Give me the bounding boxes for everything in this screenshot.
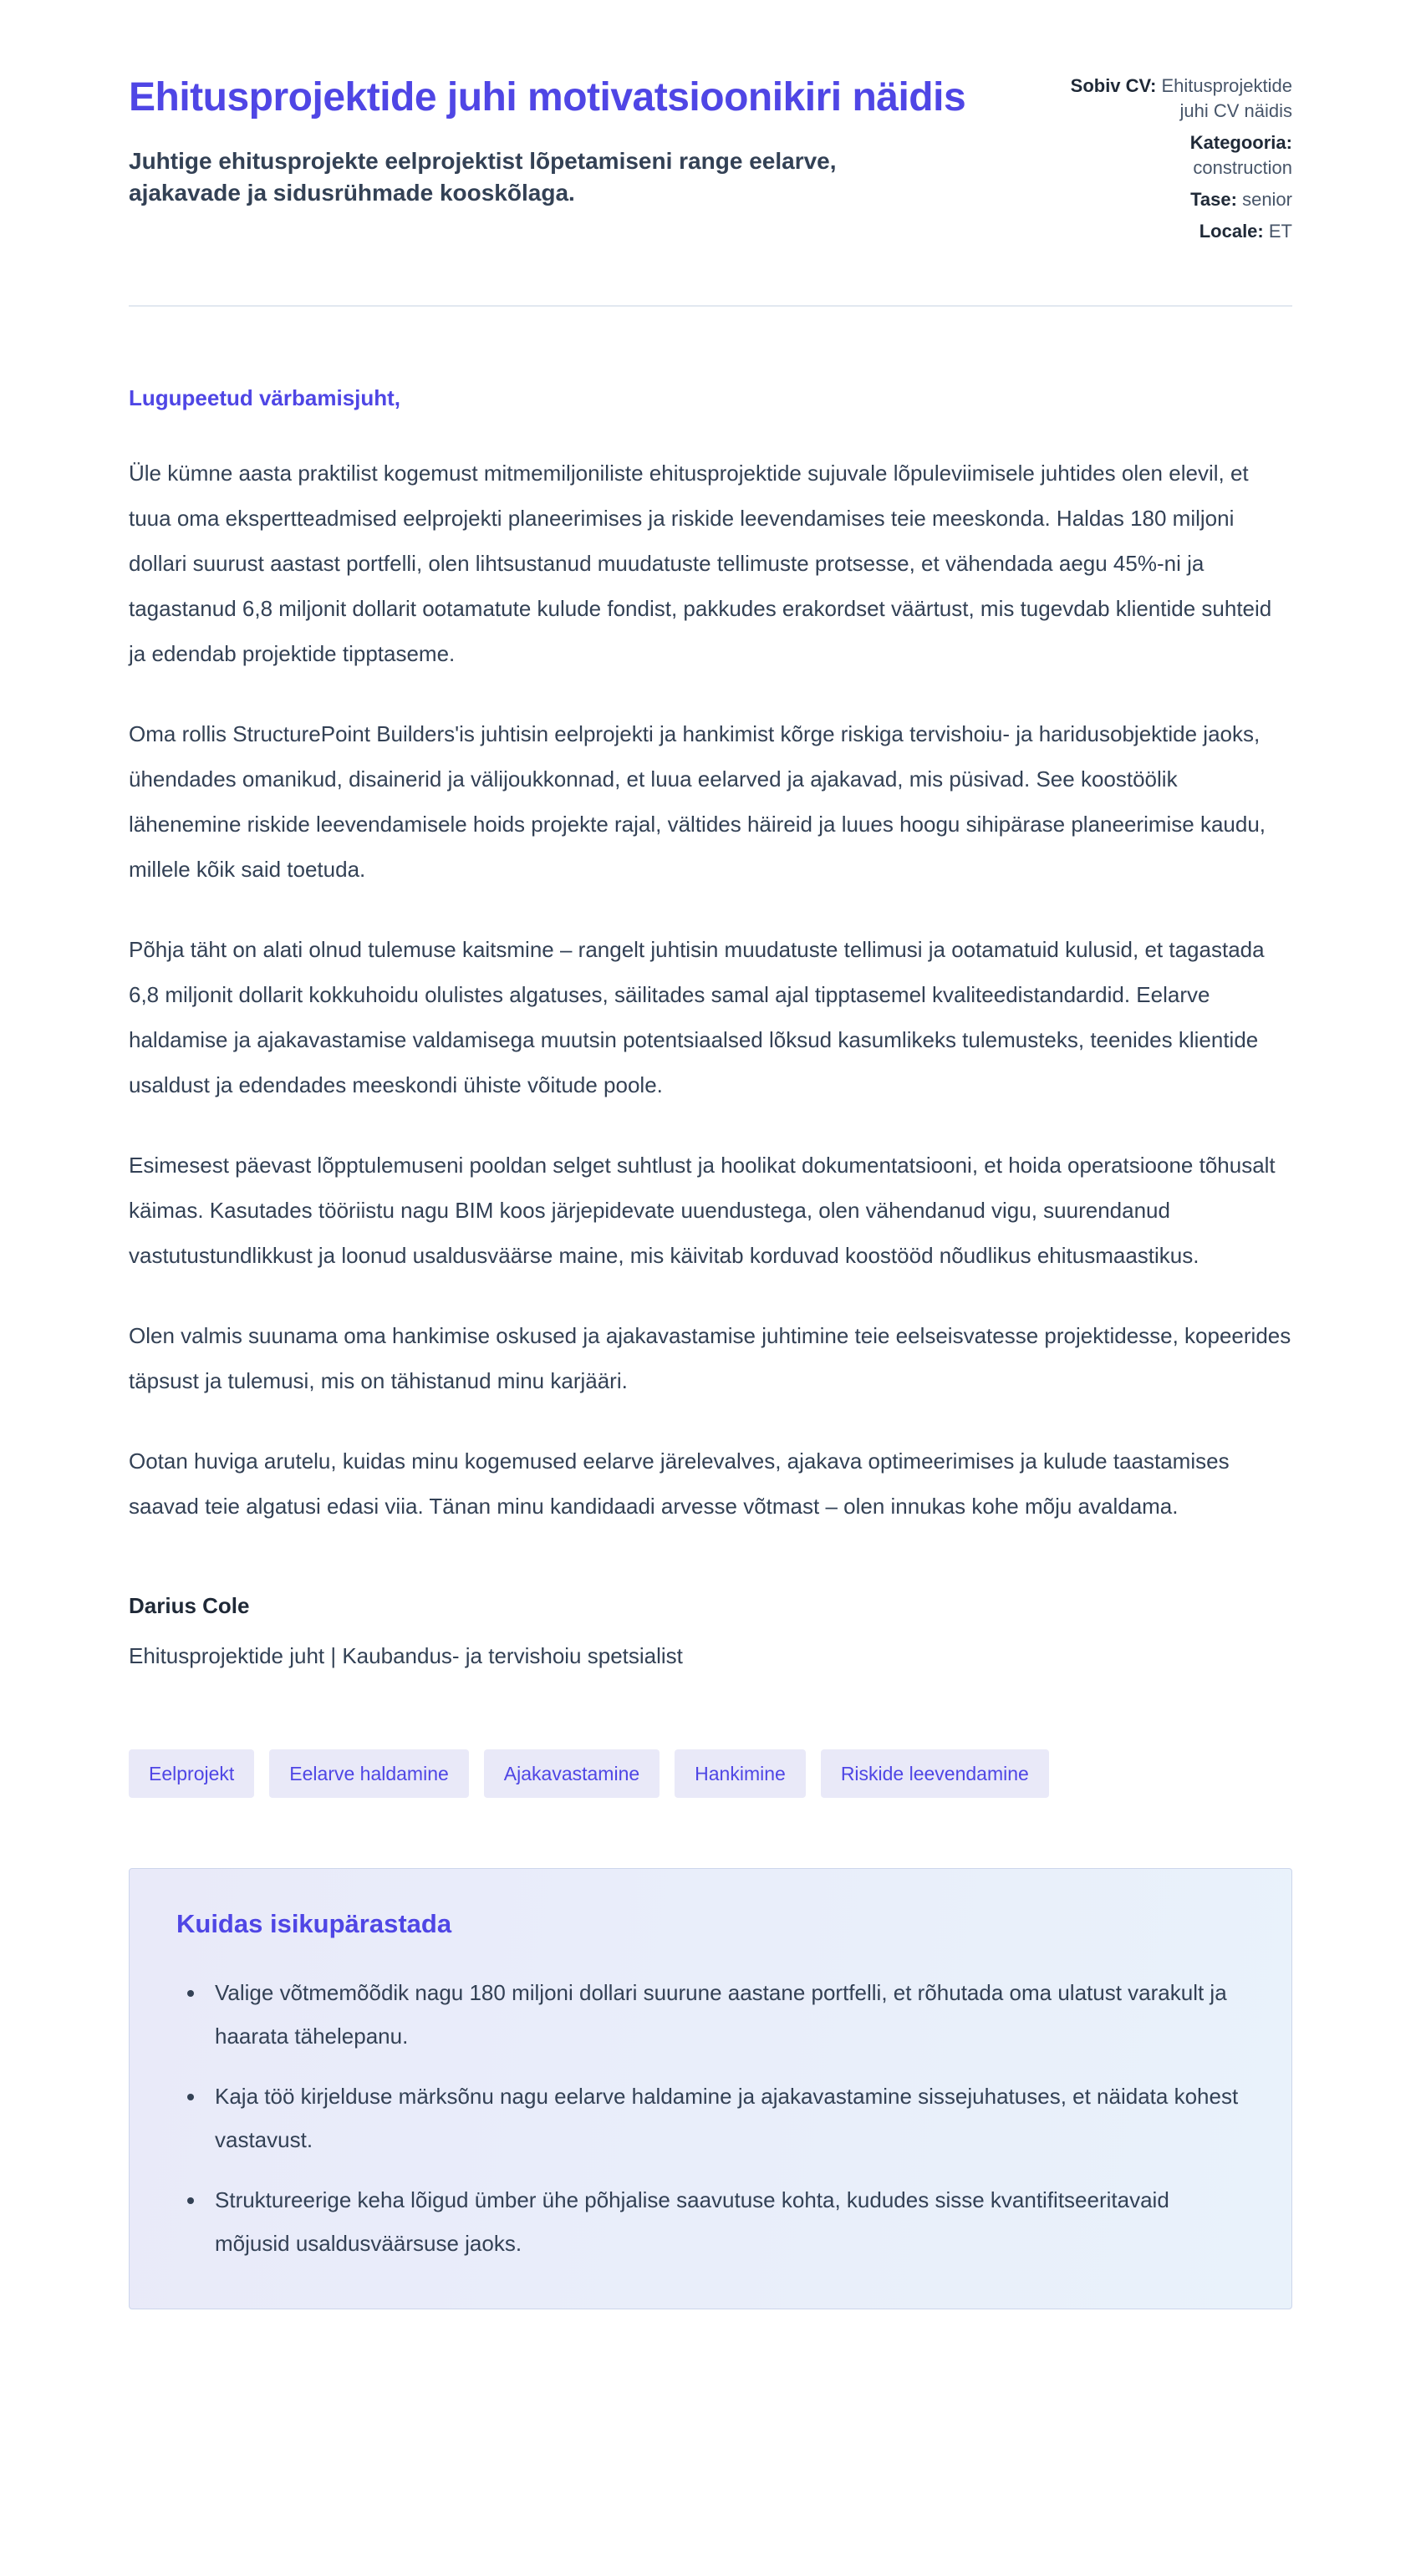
meta-locale-label: Locale: xyxy=(1199,220,1264,242)
tips-list xyxy=(176,1971,1245,2265)
meta-panel xyxy=(1067,72,1292,250)
letter-paragraph-1: Üle kümne aasta praktilist kogemust mitmemiljoniliste ehitusprojektide sujuvale lõpuleviimisele juhtides olen elevil, et tuua oma ekspertteadmised eelprojekti planeerimises ja riskide leevendamises teie meeskonda. Haldas 180 miljoni dollari suurust aastast portfelli, olen lihtsustanud muudatuste tellimuste protsesse, et vähendada aegu 45%-ni ja tagastanud 6,8 miljonit dollarit ootamatute kulude fondist, pakkudes erakordset väärtust, mis tugevdab klientide suhteid ja edendab projektide tipptaseme. xyxy=(129,461,1272,667)
meta-cv-value: Ehitusprojektide juhi CV näidis xyxy=(1161,75,1292,121)
meta-locale xyxy=(1067,219,1292,244)
personalization-tips-box xyxy=(129,1868,1292,2309)
header xyxy=(129,72,1292,250)
letter-paragraph-3: Põhja täht on alati olnud tulemuse kaitsmine – rangelt juhtisin muudatuste tellimusi ja ootamatuid kulusid, et tagastada 6,8 miljonit dollarit kokkuhoidu olulistes algatuses, säilitades samal ajal tipptasemel kvaliteedistandardid. Eelarve haldamise ja ajakavastamise valdamisega muutsin potentsiaalsed lõksud kasumlikeks tulemusteks, teenides klientide usaldust ja edendades meeskondi ühiste võitude poole. xyxy=(129,937,1265,1098)
meta-category xyxy=(1067,130,1292,181)
tip-item-2: • Kaja töö kirjelduse märksõnu nagu eelarve haldamine ja ajakavastamine sissejuhatuses, et näidata kohest vastavust. xyxy=(206,2075,1245,2161)
skill-tag-riskide-leevendamine[interactable]: Riskide leevendamine xyxy=(821,1749,1049,1798)
letter-paragraph-4: Esimesest päevast lõpptulemuseni pooldan selget suhtlust ja hoolikat dokumentatsiooni, et hoida operatsioone tõhusalt käimas. Kasutades tööriistu nagu BIM koos järjepidevate uuendustega, olen vähendanud vigu, suurendanud vastutustundlikkust ja loonud usaldusväärse maine, mis käivitab korduvad koostööd nõudlikus ehitusmaastikus. xyxy=(129,1153,1276,1269)
letter-body xyxy=(129,375,1292,1672)
header-divider xyxy=(129,305,1292,307)
letter-greeting: Lugupeetud värbamisjuht, xyxy=(129,385,401,411)
meta-locale-value: ET xyxy=(1268,220,1292,242)
meta-level xyxy=(1067,187,1292,212)
header-left xyxy=(129,72,1033,250)
tip-item-3: • Struktureerige keha lõigud ümber ühe põhjalise saavutuse kohta, kududes sisse kvantifitseeritavaid mõjusid usaldusväärsuse jaoks. xyxy=(206,2178,1245,2265)
meta-category-value: construction xyxy=(1193,156,1292,178)
signature-name: Darius Cole xyxy=(129,1593,250,1619)
tips-title: Kuidas isikupärastada xyxy=(176,1909,452,1939)
signature-role: Ehitusprojektide juht | Kaubandus- ja tervishoiu spetsialist xyxy=(129,1643,683,1669)
skill-tag-eelprojekt[interactable]: Eelprojekt xyxy=(129,1749,254,1798)
letter-paragraph-5: Olen valmis suunama oma hankimise oskused ja ajakavastamise juhtimine teie eelseisvatesse projektidesse, kopeerides täpsust ja tulemusi, mis on tähistanud minu karjääri. xyxy=(129,1323,1291,1394)
meta-level-value: senior xyxy=(1242,188,1292,210)
page-subtitle: Juhtige ehitusprojekte eelprojektist lõpetamiseni range eelarve, ajakavade ja sidusrühmade kooskõlaga. xyxy=(129,148,837,206)
tip-item-1: • Valige võtmemõõdik nagu 180 miljoni dollari suurune aastane portfelli, et rõhutada oma ulatust varakult ja haarata tähelepanu. xyxy=(206,1971,1245,2058)
meta-category-label: Kategooria: xyxy=(1189,131,1292,153)
content-container xyxy=(129,0,1292,2309)
letter-paragraph-2: Oma rollis StructurePoint Builders'is juhtisin eelprojekti ja hankimist kõrge riskiga tervishoiu- ja haridusobjektide jaoks, ühendades omanikud, disainerid ja välijoukkonnad, et luua eelarved ja ajakavad, mis püsivad. See koostöölik lähenemine riskide leevendamisele hoids projekte rajal, vältides häireid ja luues hoogu sihipärase planeerimise kaudu, millele kõik said toetuda. xyxy=(129,721,1266,883)
skill-tag-ajakavastamine[interactable]: Ajakavastamine xyxy=(484,1749,660,1798)
page-title: Ehitusprojektide juhi motivatsioonikiri näidis xyxy=(129,75,966,120)
letter-paragraph-6: Ootan huviga arutelu, kuidas minu kogemused eelarve järelevalves, ajakava optimeerimises ja kulude taastamises saavad teie algatusi edasi viia. Tänan minu kandidaadi arvesse võtmast – olen innukas kohe mõju avaldama. xyxy=(129,1448,1230,1520)
skill-tag-hankimine[interactable]: Hankimine xyxy=(675,1749,806,1798)
skill-tag-eelarve-haldamine[interactable]: Eelarve haldamine xyxy=(269,1749,469,1798)
skill-tag-list xyxy=(129,1749,1292,1798)
meta-level-label: Tase: xyxy=(1190,188,1237,210)
meta-matching-cv xyxy=(1067,74,1292,124)
meta-cv-label: Sobiv CV: xyxy=(1070,75,1157,96)
